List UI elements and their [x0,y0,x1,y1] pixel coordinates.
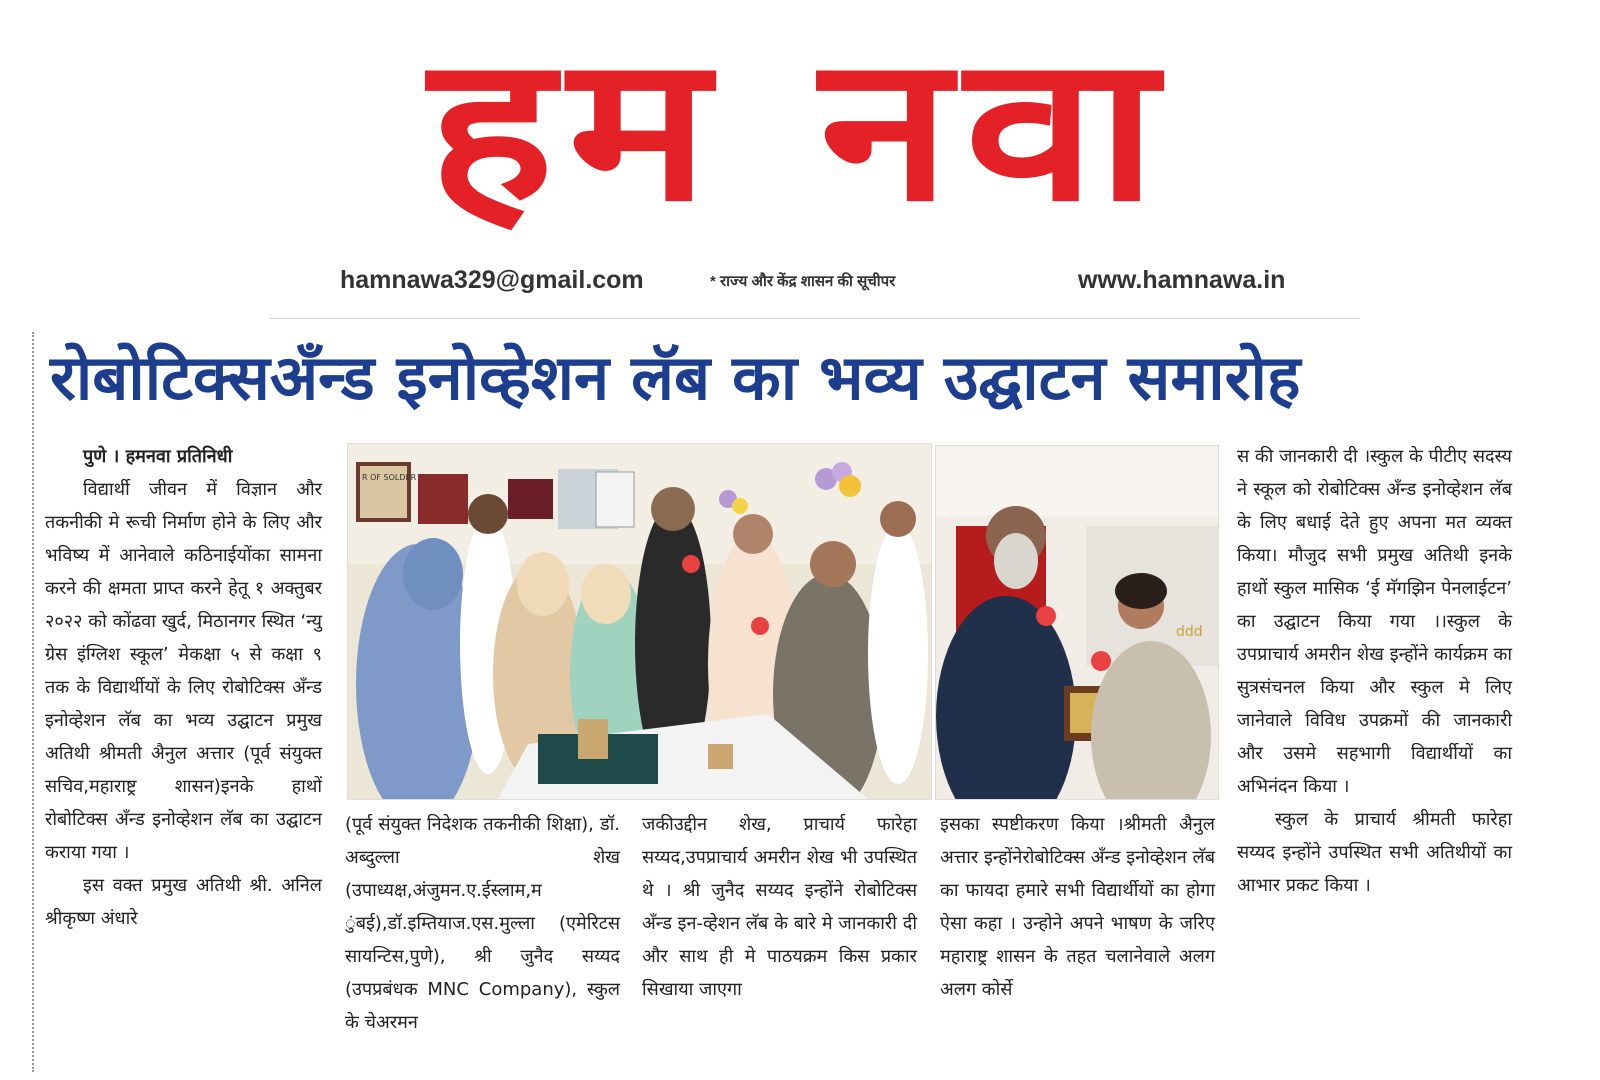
article-headline: रोबोटिक्सअँन्ड इनोव्हेशन लॅब का भव्य उद्घाटन समारोह [50,341,1301,414]
photo-students-and-guests [348,444,931,799]
article-paragraph: (पूर्व संयुक्त निदेशक तकनीकी शिक्षा), डॉ. अब्दुल्ला शेख (उपाध्यक्ष,अंजुमन.ए.ईस्लाम,म ुंबई),डॉ.इम्तियाज.एस.मुल्ला (एमेरिटस सायन्टिस,पुणे), श्री जुनैद सय्यद (उपप्रबंधक MNC Company), स्कुल के चेअरमन [345,814,620,1033]
article-column-1 [45,440,322,935]
article-paragraph: विद्यार्थी जीवन में विज्ञान और तकनीकी मे रूची निर्माण होने के लिए और भविष्य में आनेवाले कठिनाईयोंका सामना करने की क्षमता प्राप्त करने हेतू १ अक्तुबर २०२२ को कोंढवा खुर्द, मिठानगर स्थित ‘न्यु ग्रेस इंग्लिश स्कूल’ मेकक्षा ५ से कक्षा ९ तक के विद्यार्थीयों के लिए रोबोटिक्स अँन्ड इनोव्हेशन लॅब का भव्य उद्घाटन प्रमुख अतिथी श्रीमती अैनुल अत्तार (पूर्व संयुक्त सचिव,महाराष्ट्र शासन)इनके हाथों रोबोटिक्स अँन्ड इनोव्हेशन लॅब का उद्घाटन कराया गया । [45,479,322,863]
article-paragraph: स की जानकारी दी ।स्कुल के पीटीए सदस्य ने स्कूल को रोबोटिक्स अँन्ड इनोव्हेशन लॅब के लिए बधाई देते हुए अपना मत व्यक्त किया। मौजुद सभी प्रमुख अतिथी इनके हाथों स्कुल मासिक ‘ई मॅगझिन पेनलाईटन’ का उद्घाटन किया गया ।।स्कुल के उपप्राचार्य अमरीन शेख इन्होंने कार्यक्रम का सुत्रसंचनल किया और स्कुल मे लिए जानेवाले विविध उपक्रमों की जानकारी और उसमे सहभागी विद्यार्थीयों का अभिनंदन किया । [1237,446,1512,797]
column-border [32,332,34,1072]
article-column-5 [1237,440,1512,902]
article-paragraph: स्कुल के प्राचार्य श्रीमती फारेहा सय्यद इन्होंने उपस्थित सभी अतिथीयों का आभार प्रकट किया । [1237,809,1512,896]
newspaper-logo: हम नवा [428,13,1172,246]
article-paragraph: इसका स्पष्टीकरण किया ।श्रीमती अैनुल अत्तार इन्होंनेरोबोटिक्स अँन्ड इनोव्हेशन लॅब का फायदा हमारे सभी विद्यार्थीयों का होगा ऐसा कहा । उन्होने अपने भाषण के जरिए महाराष्ट्र शासन के तहत चलानेवाले अलग अलग कोर्से [940,814,1215,1000]
masthead-divider [270,318,1360,319]
article-paragraph: जकीउद्दीन शेख, प्राचार्य फारेहा सय्यद,उपप्राचार्य अमरीन शेख भी उपस्थित थे । श्री जुनैद सय्यद इन्होंने रोबोटिक्स अँन्ड इन-व्हेशन लॅब के बारे मे जानकारी दी और साथ ही मे पाठयक्रम किस प्रकार सिखाया जाएगा [642,814,917,1000]
masthead-tagline: * राज्य और केंद्र शासन की सूचीपर [710,273,896,290]
felicitation-photo [935,445,1219,800]
masthead-info-bar [270,262,1350,302]
website-link[interactable]: www.hamnawa.in [1078,266,1286,294]
lab-inauguration-photo [347,443,932,800]
article-column-2 [345,808,620,1039]
article-column-3 [642,808,917,1006]
article-column-4 [940,808,1215,1006]
photo-award-handover [936,446,1218,799]
poster-text: R OF SOLDER [362,473,417,482]
contact-email[interactable]: hamnawa329@gmail.com [340,266,644,294]
article-paragraph: इस वक्त प्रमुख अतिथी श्री. अनिल श्रीकृष्ण अंधारे [45,875,322,929]
masthead [0,0,1600,260]
article-dateline: पुणे । हमनवा प्रतिनिधी [83,446,233,467]
banner-text: ddd [1176,624,1203,640]
